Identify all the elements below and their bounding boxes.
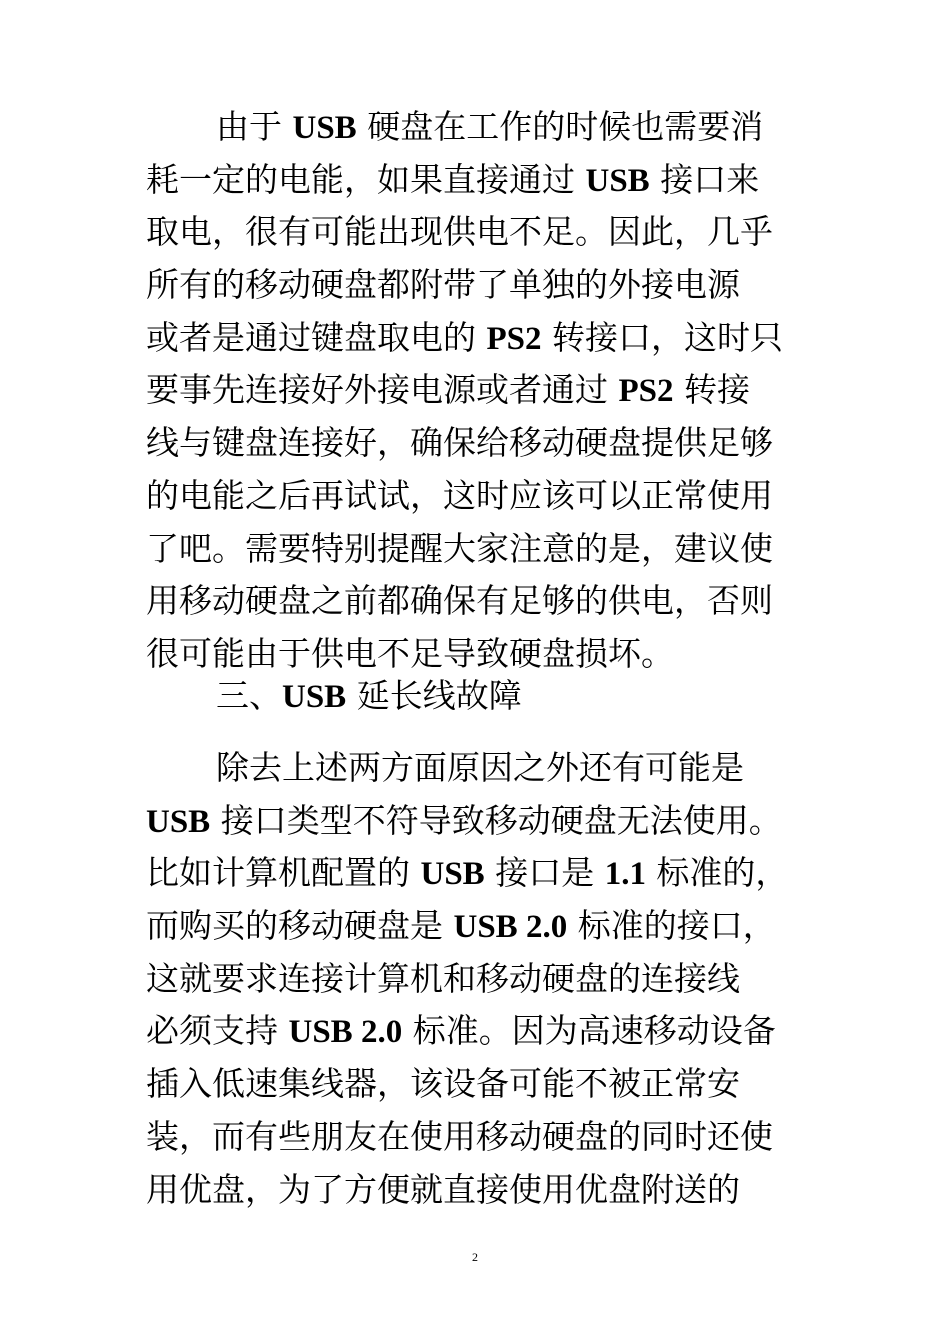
text-line: 用优盘，为了方便就直接使用优盘附送的 — [146, 1169, 740, 1209]
text-run: 延长线故障 — [346, 676, 522, 715]
text-run: 标准的， — [645, 853, 789, 893]
text-line — [146, 1005, 814, 1058]
text-line — [146, 795, 814, 848]
text-line — [146, 154, 814, 207]
text-run: 或者是通过键盘取电的 — [146, 317, 487, 357]
section-heading — [146, 670, 814, 723]
text-run-bold: 1.1 — [604, 856, 646, 893]
text-run: 接口类型不符导致移动硬盘无法使用。 — [210, 800, 782, 840]
text-line: 插入低速集线器，该设备可能不被正常安 — [146, 1064, 740, 1104]
text-run-bold: USB — [282, 679, 347, 715]
text-run: 而购买的移动硬盘是 — [146, 906, 454, 946]
text-run: 耗一定的电能，如果直接通过 — [146, 159, 586, 199]
text-run-bold: USB — [146, 803, 211, 840]
text-run: 转接口，这时只 — [541, 317, 784, 357]
text-line — [146, 101, 814, 154]
text-run-bold: PS2 — [618, 373, 674, 410]
text-run-bold: USB — [585, 162, 650, 199]
text-run: 必须支持 — [146, 1011, 289, 1051]
text-line: 取电，很有可能出现供电不足。因此，几乎 — [146, 212, 773, 252]
text-run-bold: PS2 — [486, 320, 542, 357]
text-line — [146, 364, 814, 417]
text-line: 的电能之后再试试，这时应该可以正常使用 — [146, 475, 773, 515]
text-run: 接口是 — [484, 853, 605, 893]
text-line: 所有的移动硬盘都附带了单独的外接电源 — [146, 265, 740, 305]
page-number: 2 — [472, 1250, 478, 1264]
text-line — [146, 847, 814, 900]
text-run: 硬盘在工作的时候也需要消 — [356, 107, 764, 146]
paragraph-extension-cable — [146, 742, 814, 1216]
text-run-bold: USB — [420, 856, 485, 893]
text-line: 除去上述两方面原因之外还有可能是 — [216, 748, 744, 787]
text-run: 转接 — [673, 370, 751, 410]
text-run: 标准的接口， — [567, 906, 776, 946]
heading-line — [146, 670, 814, 723]
text-run: 标准。因为高速移动设备 — [402, 1011, 776, 1051]
text-run: 接口来 — [649, 159, 760, 199]
text-line — [146, 312, 814, 365]
text-line — [146, 900, 814, 953]
text-line: 这就要求连接计算机和移动硬盘的连接线 — [146, 958, 740, 998]
text-line: 很可能由于供电不足导致硬盘损坏。 — [146, 633, 674, 673]
text-run-bold: USB 2.0 — [453, 909, 568, 946]
paragraph-power-supply — [146, 101, 814, 681]
text-line: 用移动硬盘之前都确保有足够的供电，否则 — [146, 581, 773, 621]
text-line: 线与键盘连接好，确保给移动硬盘提供足够 — [146, 423, 773, 463]
text-run: 由于 — [216, 107, 293, 146]
text-run: 要事先连接好外接电源或者通过 — [146, 370, 619, 410]
text-line: 装，而有些朋友在使用移动硬盘的同时还使 — [146, 1116, 773, 1156]
text-run: 比如计算机配置的 — [146, 853, 421, 893]
text-run-bold: USB 2.0 — [288, 1014, 403, 1051]
text-line: 了吧。需要特别提醒大家注意的是，建议使 — [146, 528, 773, 568]
text-run: 三、 — [216, 676, 282, 715]
text-run-bold: USB — [292, 110, 357, 146]
